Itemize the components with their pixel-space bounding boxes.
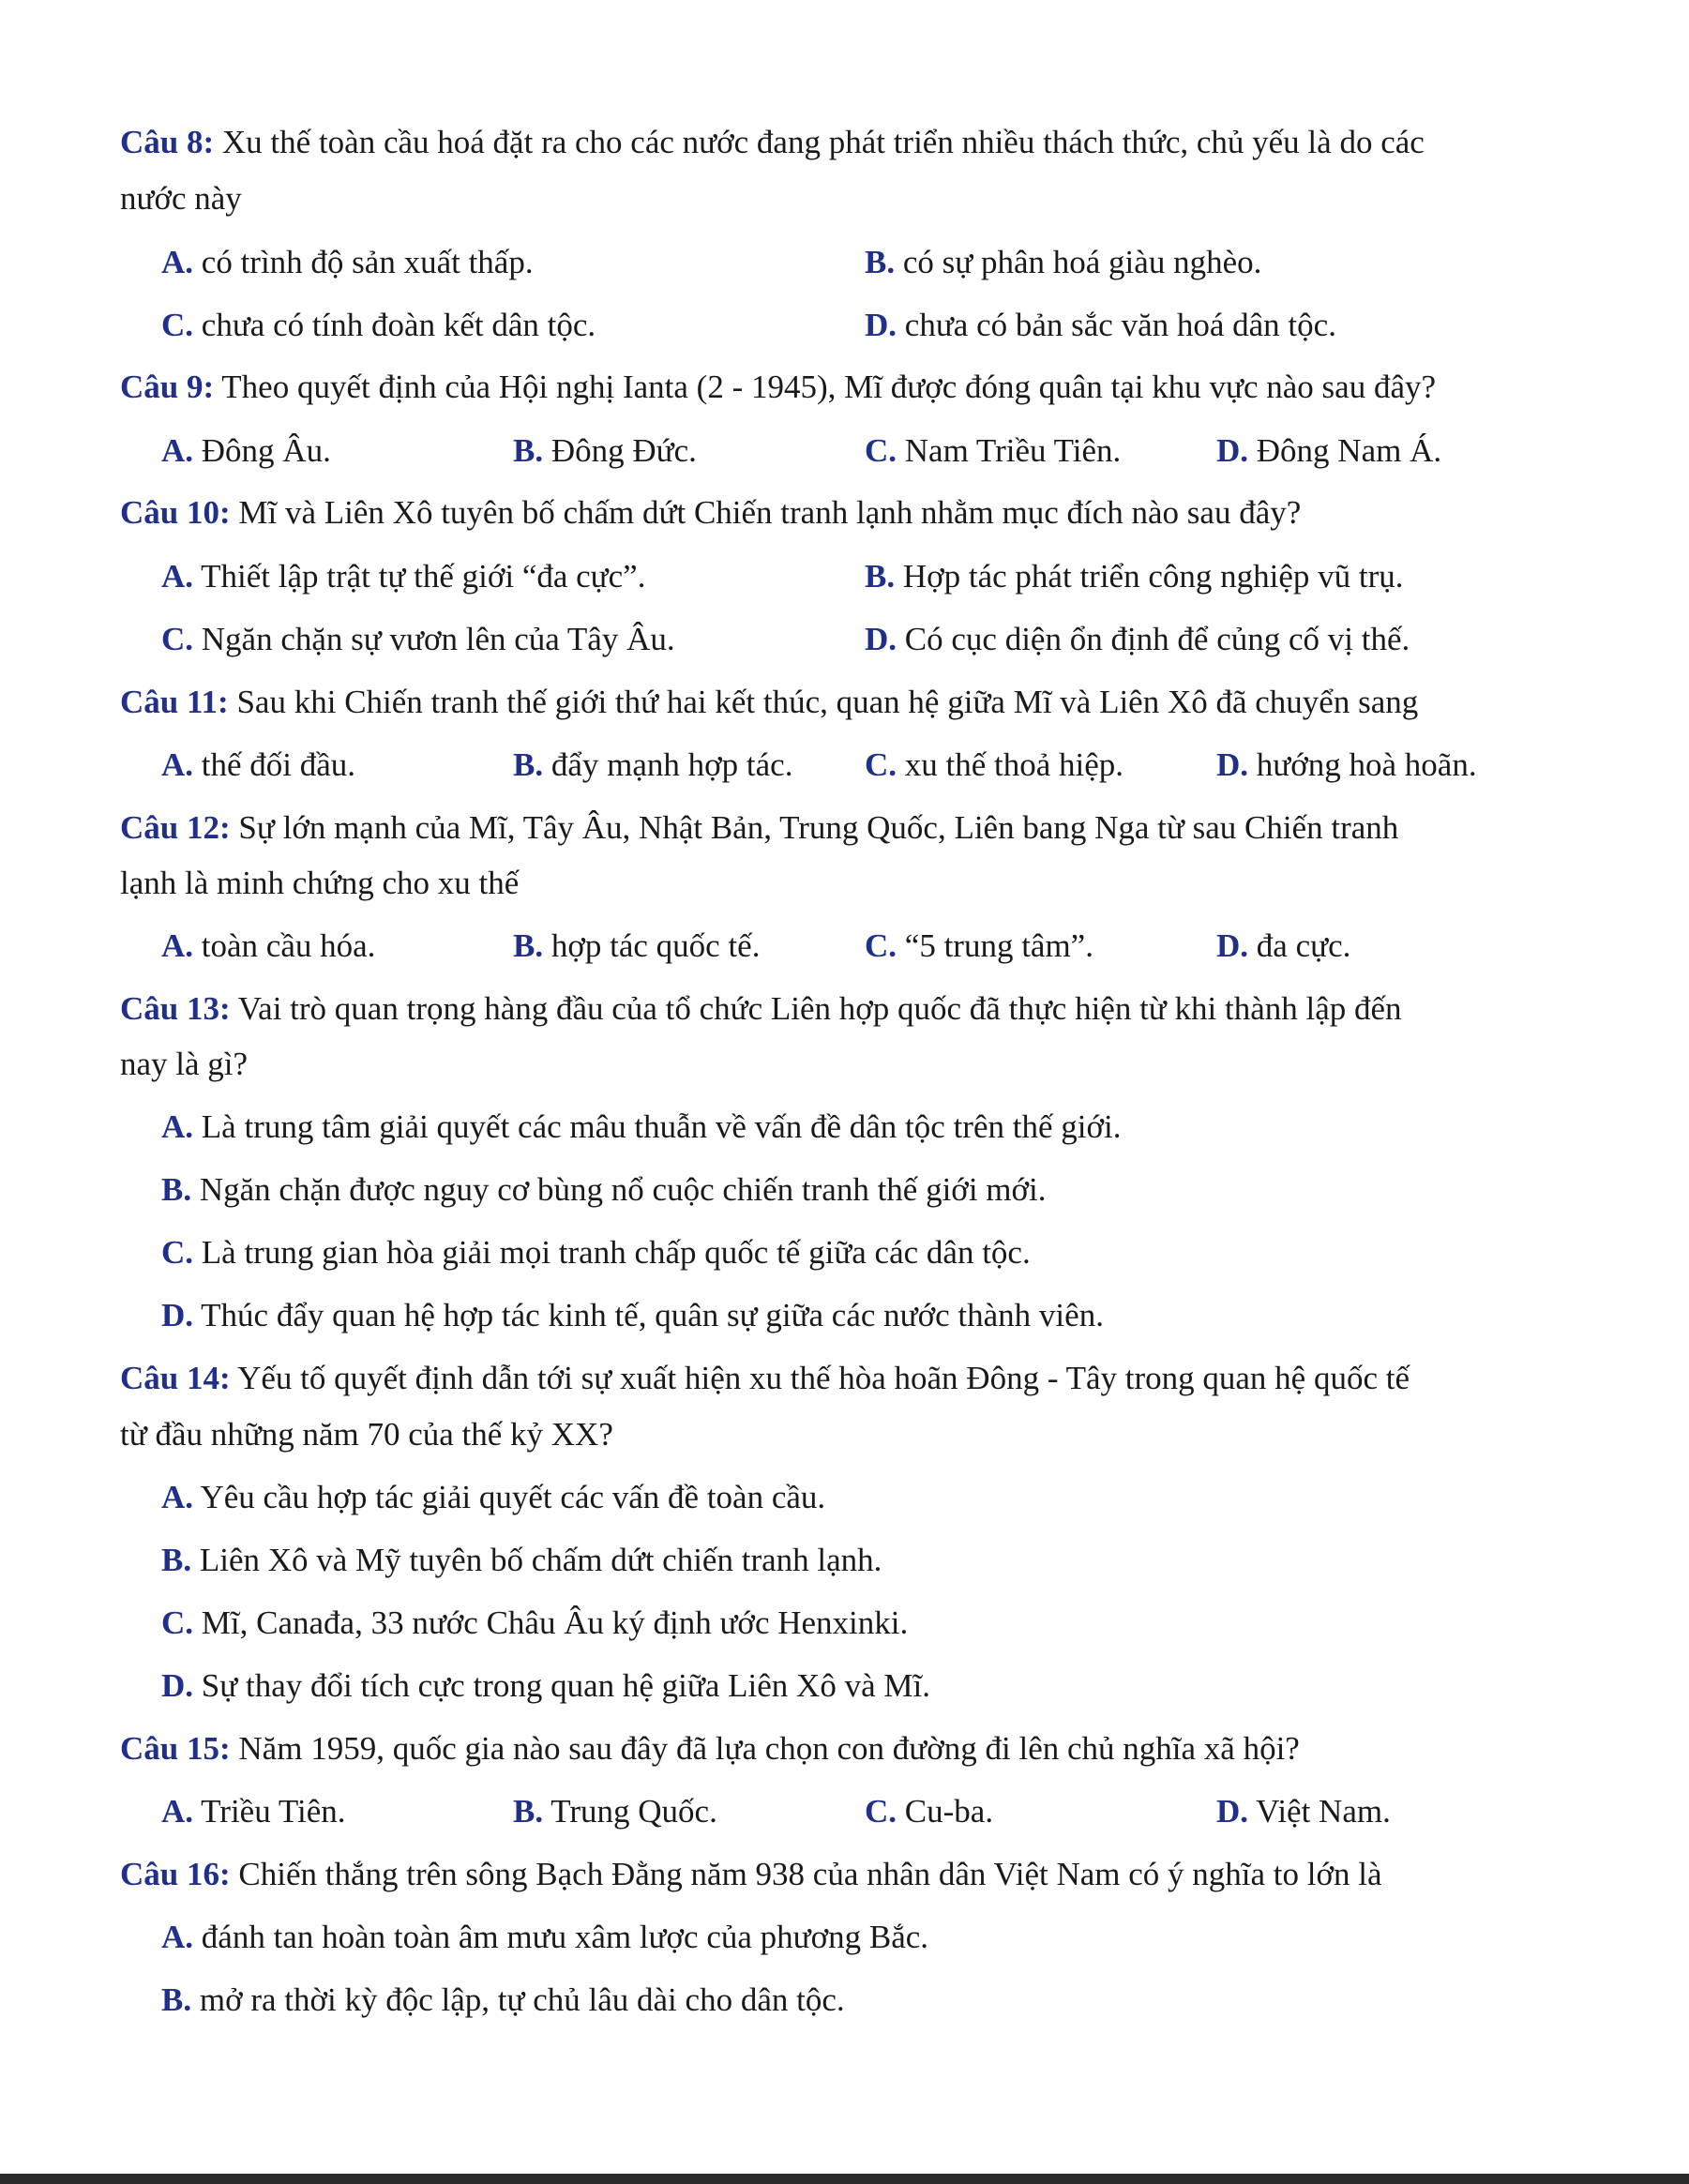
option-a bbox=[161, 1917, 928, 1958]
option-letter: D. bbox=[1216, 432, 1249, 469]
option-text: hợp tác quốc tế. bbox=[543, 927, 761, 964]
option-text: Là trung gian hòa giải mọi tranh chấp quốc tế giữa các dân tộc. bbox=[193, 1234, 1031, 1271]
option-text: đa cực. bbox=[1248, 927, 1351, 964]
option-letter: A. bbox=[161, 432, 194, 469]
option-letter: A. bbox=[161, 1793, 194, 1830]
option-d bbox=[1216, 1791, 1391, 1832]
option-a bbox=[161, 1477, 825, 1518]
option-letter: A. bbox=[161, 746, 194, 783]
option-text: Thiết lập trật tự thế giới “đa cực”. bbox=[193, 558, 646, 595]
question-number: Câu 16: bbox=[120, 1856, 231, 1892]
option-b bbox=[865, 556, 1404, 597]
option-b bbox=[513, 1791, 717, 1832]
option-d bbox=[1216, 430, 1441, 472]
question-text: Xu thế toàn cầu hoá đặt ra cho các nước đang phát triển nhiều thách thức, chủ yếu là do các bbox=[214, 124, 1425, 160]
option-d bbox=[1216, 926, 1350, 967]
question-number: Câu 11: bbox=[120, 684, 229, 720]
question-text: Mĩ và Liên Xô tuyên bố chấm dứt Chiến tranh lạnh nhằm mục đích nào sau đây? bbox=[230, 494, 1302, 531]
option-text: Có cục diện ổn định để củng cố vị thế. bbox=[897, 621, 1410, 657]
option-letter: D. bbox=[161, 1297, 194, 1333]
question-continuation: nước này bbox=[120, 180, 242, 217]
question-12 bbox=[120, 807, 1398, 849]
option-letter: D. bbox=[1216, 746, 1249, 783]
option-letter: A. bbox=[161, 1919, 194, 1955]
option-text: Mĩ, Canađa, 33 nước Châu Âu ký định ước Henxinki. bbox=[193, 1604, 909, 1641]
question-number: Câu 14: bbox=[120, 1360, 231, 1396]
option-a bbox=[161, 430, 331, 472]
option-a bbox=[161, 745, 355, 786]
option-text: Trung Quốc. bbox=[543, 1793, 717, 1830]
option-letter: C. bbox=[161, 1604, 194, 1641]
option-letter: A. bbox=[161, 244, 194, 280]
option-text: chưa có tính đoàn kết dân tộc. bbox=[193, 307, 596, 343]
option-letter: C. bbox=[865, 927, 897, 964]
page-bottom-border bbox=[0, 2174, 1689, 2184]
option-d bbox=[161, 1665, 930, 1707]
option-a bbox=[161, 556, 645, 597]
option-text: Việt Nam. bbox=[1248, 1793, 1391, 1830]
question-number: Câu 15: bbox=[120, 1730, 231, 1767]
option-c bbox=[161, 1232, 1031, 1273]
option-b bbox=[513, 745, 792, 786]
option-text: Triều Tiên. bbox=[193, 1793, 346, 1830]
option-text: Ngăn chặn được nguy cơ bùng nổ cuộc chiến tranh thế giới mới. bbox=[191, 1171, 1047, 1208]
option-d bbox=[1216, 745, 1477, 786]
option-text: Liên Xô và Mỹ tuyên bố chấm dứt chiến tranh lạnh. bbox=[191, 1542, 882, 1578]
question-number: Câu 9: bbox=[120, 369, 215, 405]
option-letter: C. bbox=[161, 1234, 194, 1271]
option-letter: C. bbox=[865, 1793, 897, 1830]
option-b bbox=[161, 1540, 882, 1581]
question-continuation: từ đầu những năm 70 của thế kỷ XX? bbox=[120, 1416, 613, 1453]
question-continuation: nay là gì? bbox=[120, 1046, 249, 1082]
option-letter: D. bbox=[865, 307, 897, 343]
question-text: Yếu tố quyết định dẫn tới sự xuất hiện xu thế hòa hoãn Đông - Tây trong quan hệ quốc tế bbox=[230, 1360, 1410, 1396]
question-text: Chiến thắng trên sông Bạch Đằng năm 938 của nhân dân Việt Nam có ý nghĩa to lớn là bbox=[230, 1856, 1382, 1892]
option-letter: A. bbox=[161, 1479, 194, 1515]
option-c bbox=[161, 305, 596, 346]
option-c bbox=[865, 430, 1121, 472]
option-text: Yêu cầu hợp tác giải quyết các vấn đề toàn cầu. bbox=[193, 1479, 826, 1515]
option-a bbox=[161, 926, 375, 967]
option-c bbox=[865, 1791, 993, 1832]
question-number: Câu 8: bbox=[120, 124, 215, 160]
option-letter: A. bbox=[161, 1108, 194, 1145]
option-d bbox=[865, 619, 1410, 660]
option-c bbox=[161, 1603, 908, 1644]
question-number: Câu 12: bbox=[120, 809, 231, 846]
option-letter: C. bbox=[865, 746, 897, 783]
option-c bbox=[865, 926, 1093, 967]
option-text: Đông Âu. bbox=[193, 432, 331, 469]
question-text: Năm 1959, quốc gia nào sau đây đã lựa chọn con đường đi lên chủ nghĩa xã hội? bbox=[230, 1730, 1300, 1767]
option-text: mở ra thời kỳ độc lập, tự chủ lâu dài cho dân tộc. bbox=[191, 1981, 845, 2018]
question-13 bbox=[120, 988, 1402, 1030]
option-text: đẩy mạnh hợp tác. bbox=[543, 746, 793, 783]
question-8 bbox=[120, 122, 1425, 163]
option-letter: A. bbox=[161, 558, 194, 595]
question-16 bbox=[120, 1854, 1382, 1895]
option-a bbox=[161, 1791, 346, 1832]
option-letter: B. bbox=[513, 746, 544, 783]
option-text: Nam Triều Tiên. bbox=[897, 432, 1122, 469]
option-d bbox=[161, 1295, 1104, 1336]
question-9 bbox=[120, 367, 1436, 408]
question-14 bbox=[120, 1358, 1410, 1399]
option-text: thế đối đầu. bbox=[193, 746, 356, 783]
question-number: Câu 10: bbox=[120, 494, 231, 531]
question-text: Sau khi Chiến tranh thế giới thứ hai kết thúc, quan hệ giữa Mĩ và Liên Xô đã chuyển sang bbox=[228, 684, 1419, 720]
option-text: chưa có bản sắc văn hoá dân tộc. bbox=[897, 307, 1336, 343]
option-text: đánh tan hoàn toàn âm mưu xâm lược của phương Bắc. bbox=[193, 1919, 929, 1955]
option-c bbox=[161, 619, 675, 660]
option-text: Hợp tác phát triển công nghiệp vũ trụ. bbox=[895, 558, 1404, 595]
question-text: Theo quyết định của Hội nghị Ianta (2 - 1945), Mĩ được đóng quân tại khu vực nào sau đây? bbox=[214, 369, 1437, 405]
question-number: Câu 13: bbox=[120, 990, 231, 1027]
option-letter: B. bbox=[865, 244, 896, 280]
option-letter: B. bbox=[865, 558, 896, 595]
option-letter: A. bbox=[161, 927, 194, 964]
question-text: Vai trò quan trọng hàng đầu của tổ chức Liên hợp quốc đã thực hiện từ khi thành lập đến bbox=[230, 990, 1402, 1027]
option-b bbox=[865, 242, 1261, 283]
option-b bbox=[513, 430, 697, 472]
option-text: “5 trung tâm”. bbox=[897, 927, 1093, 964]
option-letter: D. bbox=[865, 621, 897, 657]
option-c bbox=[865, 745, 1123, 786]
option-letter: D. bbox=[161, 1667, 194, 1704]
option-text: Đông Nam Á. bbox=[1248, 432, 1442, 469]
question-11 bbox=[120, 682, 1418, 723]
option-letter: C. bbox=[161, 307, 194, 343]
option-letter: B. bbox=[161, 1981, 192, 2018]
option-a bbox=[161, 1107, 1121, 1148]
option-text: Là trung tâm giải quyết các mâu thuẫn về vấn đề dân tộc trên thế giới. bbox=[193, 1108, 1122, 1145]
option-letter: D. bbox=[1216, 927, 1249, 964]
option-letter: C. bbox=[161, 621, 194, 657]
option-letter: B. bbox=[161, 1171, 192, 1208]
option-b bbox=[513, 926, 760, 967]
option-text: Đông Đức. bbox=[543, 432, 697, 469]
option-letter: D. bbox=[1216, 1793, 1249, 1830]
option-letter: B. bbox=[161, 1542, 192, 1578]
option-text: có sự phân hoá giàu nghèo. bbox=[895, 244, 1262, 280]
option-letter: B. bbox=[513, 927, 544, 964]
option-b bbox=[161, 1980, 845, 2021]
option-letter: C. bbox=[865, 432, 897, 469]
option-text: Thúc đẩy quan hệ hợp tác kinh tế, quân sự giữa các nước thành viên. bbox=[193, 1297, 1104, 1333]
option-text: Ngăn chặn sự vươn lên của Tây Âu. bbox=[193, 621, 675, 657]
option-text: toàn cầu hóa. bbox=[193, 927, 376, 964]
question-10 bbox=[120, 492, 1301, 534]
option-text: Cu-ba. bbox=[897, 1793, 994, 1830]
option-letter: B. bbox=[513, 1793, 544, 1830]
option-text: hướng hoà hoãn. bbox=[1248, 746, 1477, 783]
option-d bbox=[865, 305, 1336, 346]
option-text: Sự thay đổi tích cực trong quan hệ giữa Liên Xô và Mĩ. bbox=[193, 1667, 930, 1704]
option-letter: B. bbox=[513, 432, 544, 469]
question-text: Sự lớn mạnh của Mĩ, Tây Âu, Nhật Bản, Trung Quốc, Liên bang Nga từ sau Chiến tranh bbox=[230, 809, 1399, 846]
question-15 bbox=[120, 1728, 1300, 1770]
question-continuation: lạnh là minh chứng cho xu thế bbox=[120, 865, 520, 901]
option-text: có trình độ sản xuất thấp. bbox=[193, 244, 534, 280]
option-b bbox=[161, 1169, 1047, 1211]
option-text: xu thế thoả hiệp. bbox=[897, 746, 1124, 783]
option-a bbox=[161, 242, 534, 283]
